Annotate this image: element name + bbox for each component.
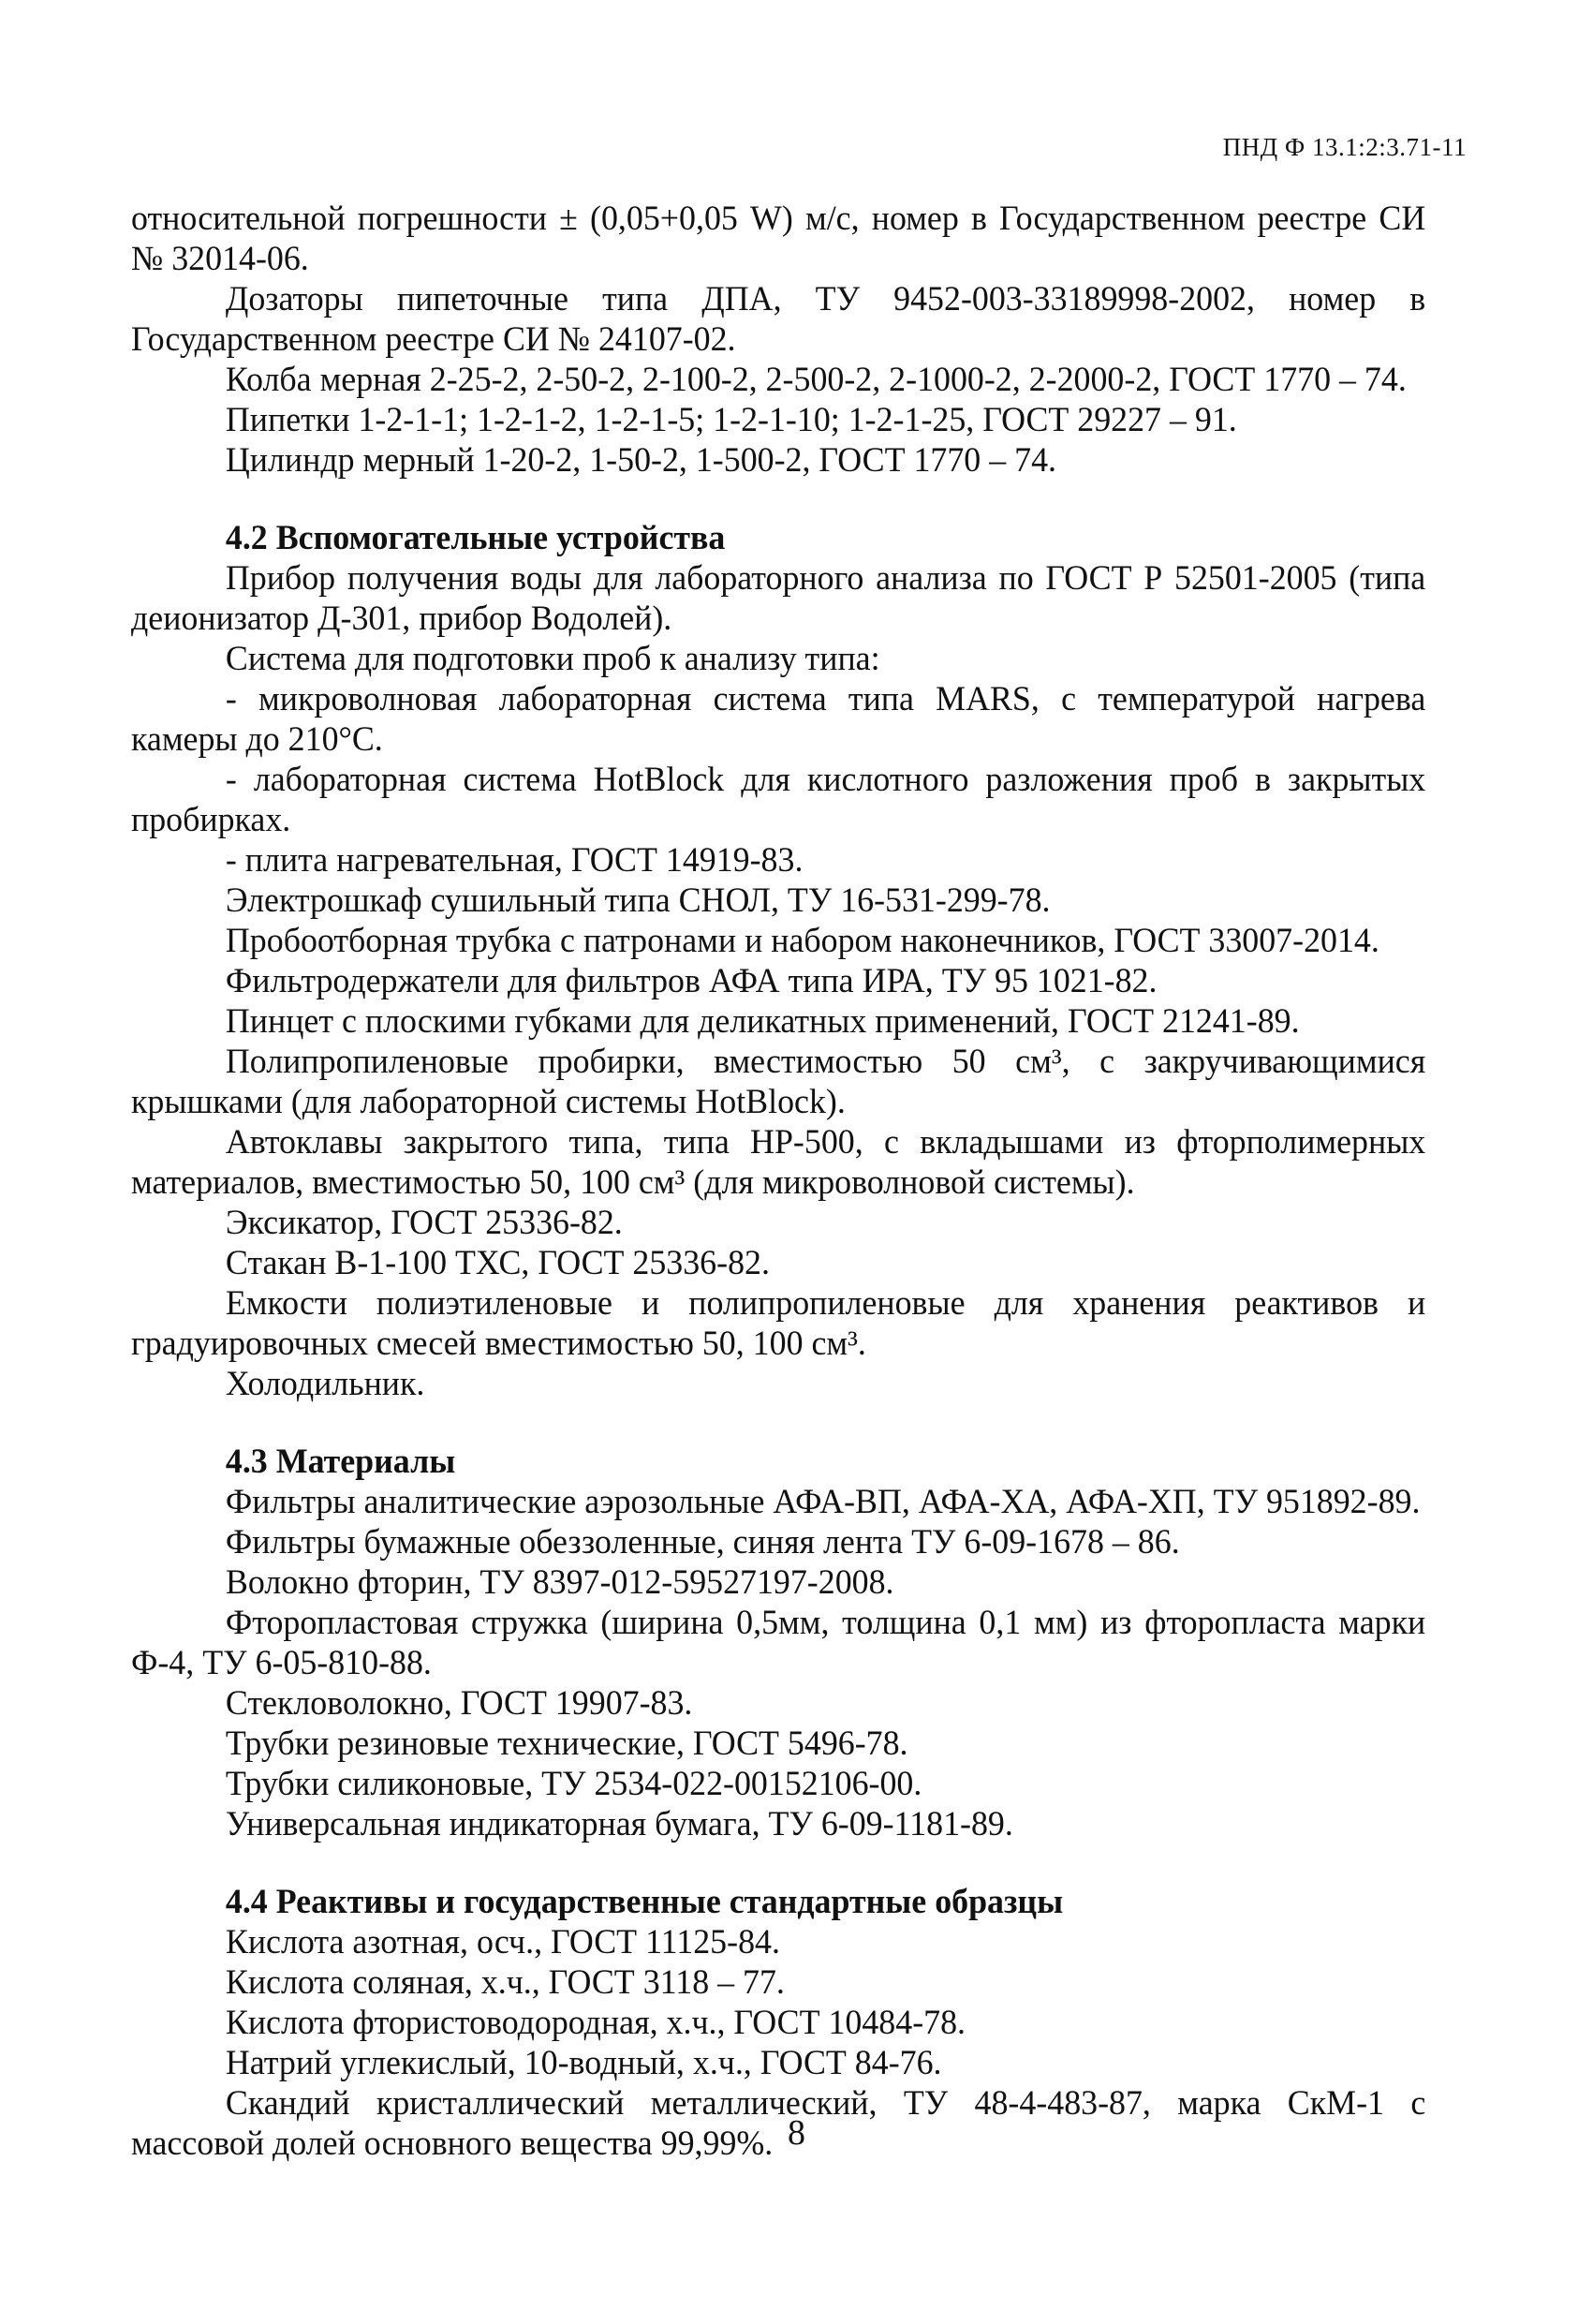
list-item: Холодильник. <box>225 1365 425 1403</box>
section-heading-4-4: 4.4 Реактивы и государственные стандартные образцы <box>225 1883 1064 1921</box>
list-item: Кислота соляная, х.ч., ГОСТ 3118 – 77. <box>225 1963 785 2002</box>
list-item: - лабораторная система HotBlock для кислотного разложения проб в закрытых пробирках. <box>131 761 1426 839</box>
section-heading-4-3: 4.3 Материалы <box>225 1443 456 1481</box>
paragraph: Дозаторы пипеточные типа ДПА, ТУ 9452-003-33189998-2002, номер в Государственном реестре СИ № 24107-02. <box>131 280 1426 359</box>
list-item: Трубки силиконовые, ТУ 2534-022-00152106-00. <box>225 1765 922 1803</box>
list-item: Универсальная индикаторная бумага, ТУ 6-09-1181-89. <box>225 1805 1013 1843</box>
page-number: 8 <box>788 2113 805 2153</box>
list-item: Прибор получения воды для лабораторного анализа по ГОСТ Р 52501-2005 (типа деионизатор Д-301, прибор Водолей). <box>131 559 1426 638</box>
list-item: Фторопластовая стружка (ширина 0,5мм, толщина 0,1 мм) из фторопласта марки Ф-4, ТУ 6-05-810-88. <box>131 1604 1426 1682</box>
list-item: Фильтры аналитические аэрозольные АФА-ВП, АФА-ХА, АФА-ХП, ТУ 951892-89. <box>225 1483 1421 1521</box>
section-spacer <box>131 481 1425 518</box>
list-item: Фильтры бумажные обеззоленные, синяя лента ТУ 6-09-1678 – 86. <box>225 1523 1180 1562</box>
list-item: Фильтродержатели для фильтров АФА типа ИРА, ТУ 95 1021-82. <box>225 962 1158 1000</box>
section-spacer <box>131 1844 1425 1882</box>
list-item: Пробоотборная трубка с патронами и набором наконечников, ГОСТ 33007-2014. <box>225 922 1379 960</box>
list-item: Емкости полиэтиленовые и полипропиленовые для хранения реактивов и градуировочных смесей вместимостью 50, 100 см³. <box>131 1284 1426 1363</box>
list-item: Система для подготовки проб к анализу типа: <box>225 640 880 678</box>
list-item: Кислота фтористоводородная, х.ч., ГОСТ 10484-78. <box>225 2004 966 2042</box>
document-body <box>131 199 1425 2164</box>
list-item: Натрий углекислый, 10-водный, х.ч., ГОСТ 84-76. <box>225 2044 942 2082</box>
list-item: Автоклавы закрытого типа, типа HP-500, с вкладышами из фторполимерных материалов, вместимостью 50, 100 см³ (для микроволновой системы). <box>131 1123 1426 1202</box>
paragraph: Колба мерная 2-25-2, 2-50-2, 2-100-2, 2-500-2, 2-1000-2, 2-2000-2, ГОСТ 1770 – 74. <box>225 361 1407 399</box>
list-item: Полипропиленовые пробирки, вместимостью 50 см³, с закручивающимися крышками (для лабораторной системы HotBlock). <box>131 1043 1426 1121</box>
list-item: Стакан В-1-100 ТХС, ГОСТ 25336-82. <box>225 1244 770 1282</box>
list-item: Электрошкаф сушильный типа СНОЛ, ТУ 16-531-299-78. <box>225 881 1051 920</box>
section-heading-4-2: 4.2 Вспомогательные устройства <box>225 519 726 557</box>
paragraph: Пипетки 1-2-1-1; 1-2-1-2, 1-2-1-5; 1-2-1-10; 1-2-1-25, ГОСТ 29227 – 91. <box>225 401 1237 439</box>
list-item: Стекловолокно, ГОСТ 19907-83. <box>225 1684 693 1723</box>
paragraph: относительной погрешности ± (0,05+0,05 W) м/с, номер в Государственном реестре СИ № 32014-06. <box>131 200 1426 278</box>
list-item: Кислота азотная, осч., ГОСТ 11125-84. <box>225 1923 780 1961</box>
list-item: - микроволновая лабораторная система типа MARS, с температурой нагрева камеры до 210°С. <box>131 680 1426 759</box>
paragraph: Цилиндр мерный 1-20-2, 1-50-2, 1-500-2, ГОСТ 1770 – 74. <box>225 441 1057 480</box>
list-item: - плита нагревательная, ГОСТ 14919-83. <box>225 841 804 880</box>
document-code: ПНД Ф 13.1:2:3.71-11 <box>1222 133 1467 161</box>
list-item: Трубки резиновые технические, ГОСТ 5496-78. <box>225 1724 908 1763</box>
section-spacer <box>131 1404 1425 1442</box>
list-item: Волокно фторин, ТУ 8397-012-59527197-2008. <box>225 1563 894 1602</box>
list-item: Пинцет с плоскими губками для деликатных применений, ГОСТ 21241-89. <box>225 1002 1300 1041</box>
list-item: Эксикатор, ГОСТ 25336-82. <box>225 1204 623 1242</box>
list-item: Скандий кристаллический металлический, ТУ 48-4-483-87, марка СкМ-1 с массовой долей основного вещества 99,99%. <box>131 2084 1426 2163</box>
